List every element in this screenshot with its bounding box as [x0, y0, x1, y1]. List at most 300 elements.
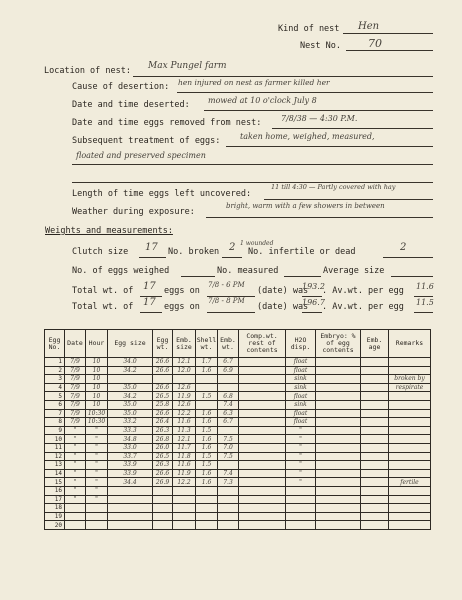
table-row [45, 375, 431, 384]
table-cell [361, 375, 389, 384]
table-cell: 12.1 [173, 435, 196, 444]
table-cell: 10 [86, 392, 108, 401]
table-cell [218, 426, 239, 435]
table-cell [316, 512, 361, 521]
table-cell [389, 426, 431, 435]
table-cell: 6.3 [218, 409, 239, 418]
table-cell: 12.6 [173, 383, 196, 392]
table-cell: " [65, 426, 86, 435]
table-cell [239, 392, 286, 401]
table-cell: 7.5 [218, 452, 239, 461]
total2-date-was: (date) was [257, 302, 309, 312]
table-cell: 7.3 [218, 478, 239, 487]
table-cell [153, 512, 173, 521]
measurements-table [44, 329, 431, 530]
table-cell: " [286, 452, 316, 461]
table-cell: sink [286, 383, 316, 392]
table-cell: 34.4 [108, 478, 153, 487]
table-row [45, 400, 431, 409]
table-cell: 7/9 [65, 383, 86, 392]
table-cell: 35.0 [108, 383, 153, 392]
treatment-value: taken home, weighed, measured, [240, 132, 375, 141]
table-cell [316, 435, 361, 444]
table-cell: 33.9 [108, 469, 153, 478]
table-cell [361, 461, 389, 470]
cause-value: hen injured on nest as farmer killed her [178, 78, 330, 87]
table-cell: 26.6 [153, 409, 173, 418]
table-cell: " [65, 461, 86, 470]
table-cell: 12.0 [173, 366, 196, 375]
total2-weight-line [302, 312, 322, 313]
table-cell [239, 426, 286, 435]
table-cell [218, 495, 239, 504]
table-cell: " [86, 461, 108, 470]
table-cell: 26.3 [153, 461, 173, 470]
table-row [45, 366, 431, 375]
table-cell: 26.4 [153, 418, 173, 427]
table-cell [361, 469, 389, 478]
total1-avg-line [414, 296, 433, 297]
table-cell: 7/9 [65, 418, 86, 427]
total1-eggs: 17 [143, 281, 156, 292]
table-cell: 1.6 [196, 478, 218, 487]
table-cell: 34.2 [108, 366, 153, 375]
table-cell [389, 521, 431, 530]
table-cell [361, 409, 389, 418]
table-cell: 11.7 [173, 443, 196, 452]
kind-of-nest-label: Kind of nest [278, 24, 340, 34]
table-cell [316, 504, 361, 513]
table-cell [239, 383, 286, 392]
table-cell [286, 486, 316, 495]
table-cell [361, 504, 389, 513]
table-cell: 7/9 [65, 392, 86, 401]
removed-line [272, 128, 433, 129]
broken-note: 1 wounded [240, 240, 274, 247]
removed-label: Date and time eggs removed from nest: [72, 118, 262, 128]
table-cell [196, 383, 218, 392]
table-cell [361, 521, 389, 530]
table-cell: 11.6 [173, 461, 196, 470]
total1-prefix: Total wt. of [72, 286, 134, 296]
table-cell [361, 366, 389, 375]
table-cell [316, 400, 361, 409]
col-comp-wt: Comp.wt. rest of contents [239, 330, 286, 358]
table-cell: 7.0 [218, 443, 239, 452]
table-header-row [45, 330, 431, 358]
table-cell [389, 443, 431, 452]
table-cell [316, 478, 361, 487]
nest-no-label: Nest No. [300, 41, 341, 51]
total2-avg-label: . Av.wt. per egg [322, 302, 404, 312]
table-cell [153, 486, 173, 495]
infertile-value: 2 [400, 242, 407, 253]
table-cell [389, 409, 431, 418]
table-row [45, 392, 431, 401]
eggs-weighed-label: No. of eggs weighed [72, 266, 170, 276]
table-cell: 12.6 [173, 400, 196, 409]
table-cell: 26.6 [153, 358, 173, 367]
table-cell [361, 358, 389, 367]
table-cell [196, 486, 218, 495]
table-cell [65, 504, 86, 513]
kind-of-nest-line [343, 33, 433, 34]
total2-avg: 11.5 [416, 298, 434, 307]
table-cell [361, 452, 389, 461]
table-cell [361, 400, 389, 409]
location-label: Location of nest: [44, 66, 131, 76]
table-cell [108, 486, 153, 495]
table-cell: 10 [45, 435, 65, 444]
table-cell [316, 375, 361, 384]
table-cell [361, 383, 389, 392]
table-row [45, 426, 431, 435]
table-cell [86, 521, 108, 530]
table-row [45, 512, 431, 521]
clutch-size-label: Clutch size [72, 247, 129, 257]
treatment-value-2: floated and preserved specimen [76, 151, 206, 160]
deserted-line [204, 110, 433, 111]
table-cell: 6.7 [218, 358, 239, 367]
table-cell [389, 358, 431, 367]
table-cell: 1.5 [196, 461, 218, 470]
table-cell: 12.2 [173, 409, 196, 418]
broken-label: No. broken [168, 247, 220, 257]
table-cell: " [65, 452, 86, 461]
infertile-label: No. infertile or dead [248, 247, 356, 257]
table-cell: 10:30 [86, 418, 108, 427]
table-cell [65, 512, 86, 521]
table-cell [316, 409, 361, 418]
table-cell: 6.7 [218, 418, 239, 427]
table-cell: 11 [45, 443, 65, 452]
table-cell [389, 469, 431, 478]
table-cell: 7.4 [218, 400, 239, 409]
table-cell [173, 512, 196, 521]
table-cell: " [65, 478, 86, 487]
table-cell: 20 [45, 521, 65, 530]
total1-date-was: (date) was [257, 286, 309, 296]
table-cell: 18 [45, 504, 65, 513]
table-row [45, 409, 431, 418]
table-cell [361, 478, 389, 487]
table-cell [389, 512, 431, 521]
table-cell [153, 504, 173, 513]
table-cell: " [86, 478, 108, 487]
table-cell: 17 [45, 495, 65, 504]
table-cell [286, 512, 316, 521]
table-cell: 33.2 [108, 418, 153, 427]
table-cell: 1.6 [196, 435, 218, 444]
table-cell [196, 521, 218, 530]
broken-line [222, 257, 242, 258]
table-cell [316, 392, 361, 401]
col-h2o-disp: H2O disp. [286, 330, 316, 358]
table-cell [173, 521, 196, 530]
table-cell: float [286, 358, 316, 367]
table-cell [239, 409, 286, 418]
total1-avg-label: . Av.wt. per egg [322, 286, 404, 296]
table-cell [239, 358, 286, 367]
table-cell: 1.6 [196, 409, 218, 418]
table-cell [316, 418, 361, 427]
table-cell: respirate [389, 383, 431, 392]
table-cell: 10:30 [86, 409, 108, 418]
table-cell: 16 [45, 486, 65, 495]
broken-value: 2 [229, 242, 236, 253]
total1-weight: 193.2 [302, 282, 325, 291]
table-cell: 19 [45, 512, 65, 521]
total2-eggs-line [140, 312, 162, 313]
total2-eggs-on: eggs on [164, 302, 200, 312]
table-cell: 12.1 [173, 358, 196, 367]
col-emb-size: Emb. size [173, 330, 196, 358]
table-cell: 5 [45, 392, 65, 401]
table-cell: 11.3 [173, 426, 196, 435]
col-egg-size: Egg size [108, 330, 153, 358]
table-cell [108, 512, 153, 521]
table-cell [65, 521, 86, 530]
table-cell: 33.9 [108, 461, 153, 470]
table-cell [196, 495, 218, 504]
table-cell [389, 418, 431, 427]
table-cell [316, 358, 361, 367]
table-cell: " [65, 469, 86, 478]
col-embryo-pct: Embryo: % of egg contents [316, 330, 361, 358]
total2-eggs: 17 [143, 297, 156, 308]
table-cell: " [86, 426, 108, 435]
table-cell: 7.4 [218, 469, 239, 478]
table-cell [218, 375, 239, 384]
table-cell: float [286, 409, 316, 418]
table-cell: " [286, 461, 316, 470]
table-cell [239, 452, 286, 461]
table-cell: 26.5 [153, 452, 173, 461]
table-cell [196, 375, 218, 384]
table-cell [286, 495, 316, 504]
table-cell [218, 486, 239, 495]
measured-label: No. measured [217, 266, 279, 276]
table-row [45, 358, 431, 367]
nest-no-line [346, 50, 433, 51]
table-cell: fertile [389, 478, 431, 487]
nest-no-value: 70 [368, 37, 382, 50]
table-cell: 1.5 [196, 426, 218, 435]
table-cell [196, 512, 218, 521]
uncovered-label: Length of time eggs left uncovered: [72, 189, 252, 199]
table-cell: 33.0 [108, 443, 153, 452]
table-cell: float [286, 418, 316, 427]
table-cell [316, 452, 361, 461]
table-cell [361, 443, 389, 452]
table-cell: broken by [389, 375, 431, 384]
table-cell [86, 504, 108, 513]
table-cell [239, 469, 286, 478]
table-cell: " [86, 495, 108, 504]
table-cell: 1.7 [196, 358, 218, 367]
table-cell [218, 512, 239, 521]
location-value: Max Pungel farm [148, 61, 227, 71]
table-cell [239, 366, 286, 375]
table-cell: 11.9 [173, 392, 196, 401]
total2-date: 7/8 - 8 PM [208, 297, 245, 305]
table-cell [389, 504, 431, 513]
table-cell: 8 [45, 418, 65, 427]
table-cell [239, 521, 286, 530]
weather-line [206, 217, 433, 218]
clutch-size-value: 17 [145, 242, 158, 253]
table-cell [173, 504, 196, 513]
table-cell: 4 [45, 383, 65, 392]
table-cell [108, 504, 153, 513]
table-cell: 13 [45, 461, 65, 470]
table-cell: 9 [45, 426, 65, 435]
table-row [45, 461, 431, 470]
table-cell [389, 366, 431, 375]
table-cell [286, 521, 316, 530]
table-row [45, 504, 431, 513]
table-cell [108, 375, 153, 384]
table-cell: 34.0 [108, 358, 153, 367]
table-cell [239, 486, 286, 495]
table-cell: 11.6 [173, 418, 196, 427]
table-cell: 6 [45, 400, 65, 409]
table-row [45, 435, 431, 444]
table-cell: 12 [45, 452, 65, 461]
table-cell: 2 [45, 366, 65, 375]
table-cell [316, 426, 361, 435]
treatment-label: Subsequent treatment of eggs: [72, 136, 221, 146]
infertile-line [383, 257, 433, 258]
table-cell: " [286, 426, 316, 435]
table-cell [389, 461, 431, 470]
table-cell: 7/9 [65, 375, 86, 384]
table-cell: " [286, 469, 316, 478]
removed-value: 7/8/38 — 4:30 P.M. [281, 114, 358, 123]
table-cell: 26.3 [153, 426, 173, 435]
table-cell: 7/9 [65, 409, 86, 418]
total2-prefix: Total wt. of [72, 302, 134, 312]
table-row [45, 443, 431, 452]
table-cell [173, 375, 196, 384]
table-cell [239, 435, 286, 444]
weights-heading: Weights and measurements: [45, 226, 173, 236]
col-emb-age: Emb. age [361, 330, 389, 358]
table-cell: 14 [45, 469, 65, 478]
table-cell [316, 486, 361, 495]
table-cell: 7/9 [65, 366, 86, 375]
table-cell: 1 [45, 358, 65, 367]
table-cell [389, 452, 431, 461]
table-cell: 6.8 [218, 392, 239, 401]
table-cell: 7 [45, 409, 65, 418]
table-cell [316, 521, 361, 530]
table-row [45, 486, 431, 495]
total1-weight-line [302, 296, 322, 297]
table-cell [361, 392, 389, 401]
table-cell: 35.0 [108, 400, 153, 409]
table-cell: float [286, 392, 316, 401]
table-cell [218, 504, 239, 513]
table-cell: " [86, 443, 108, 452]
table-cell: 26.9 [153, 478, 173, 487]
table-cell: " [65, 435, 86, 444]
location-line [133, 76, 433, 77]
table-cell [389, 495, 431, 504]
table-cell: " [286, 478, 316, 487]
table-cell [239, 461, 286, 470]
table-cell: 26.6 [153, 469, 173, 478]
treatment-line [226, 146, 433, 147]
table-cell [361, 512, 389, 521]
table-cell [218, 383, 239, 392]
cause-label: Cause of desertion: [72, 82, 170, 92]
kind-of-nest-value: Hen [358, 21, 380, 32]
table-cell [361, 435, 389, 444]
table-cell [389, 435, 431, 444]
uncovered-line [264, 199, 433, 200]
table-cell [153, 375, 173, 384]
table-cell: 26.6 [153, 383, 173, 392]
table-cell [316, 383, 361, 392]
table-cell [389, 392, 431, 401]
col-date: Date [65, 330, 86, 358]
total1-date: 7/8 - 6 PM [208, 281, 245, 289]
table-cell [239, 443, 286, 452]
table-cell: 26.5 [153, 392, 173, 401]
table-cell: 25.8 [153, 400, 173, 409]
table-row [45, 418, 431, 427]
table-row [45, 478, 431, 487]
table-cell [239, 400, 286, 409]
table-cell [316, 366, 361, 375]
table-cell: 1.5 [196, 452, 218, 461]
table-cell: 11.9 [173, 469, 196, 478]
table-cell: 7.5 [218, 435, 239, 444]
total1-avg: 11.6 [416, 282, 434, 291]
total2-date-line [207, 312, 255, 313]
table-cell: " [86, 486, 108, 495]
table-cell: 33.3 [108, 426, 153, 435]
weather-label: Weather during exposure: [72, 207, 195, 217]
table-cell: " [286, 435, 316, 444]
table-cell [218, 461, 239, 470]
weather-value: bright, warm with a few showers in between [226, 202, 385, 210]
deserted-label: Date and time deserted: [72, 100, 190, 110]
cause-line [177, 92, 433, 93]
table-cell [316, 495, 361, 504]
table-cell: 10 [86, 366, 108, 375]
measured-line [284, 276, 321, 277]
col-egg-no: Egg No. [45, 330, 65, 358]
table-row [45, 495, 431, 504]
table-cell [153, 521, 173, 530]
table-cell: 12.2 [173, 478, 196, 487]
table-row [45, 383, 431, 392]
col-shell-wt: Shell wt. [196, 330, 218, 358]
average-size-label: Average size [323, 266, 385, 276]
table-cell: 11.8 [173, 452, 196, 461]
table-cell [108, 521, 153, 530]
table-cell [196, 504, 218, 513]
table-cell [361, 486, 389, 495]
table-cell: 10 [86, 400, 108, 409]
table-cell: 26.0 [153, 443, 173, 452]
clutch-size-line [139, 257, 166, 258]
eggs-weighed-line [181, 276, 215, 277]
table-cell [239, 375, 286, 384]
table-cell [153, 495, 173, 504]
